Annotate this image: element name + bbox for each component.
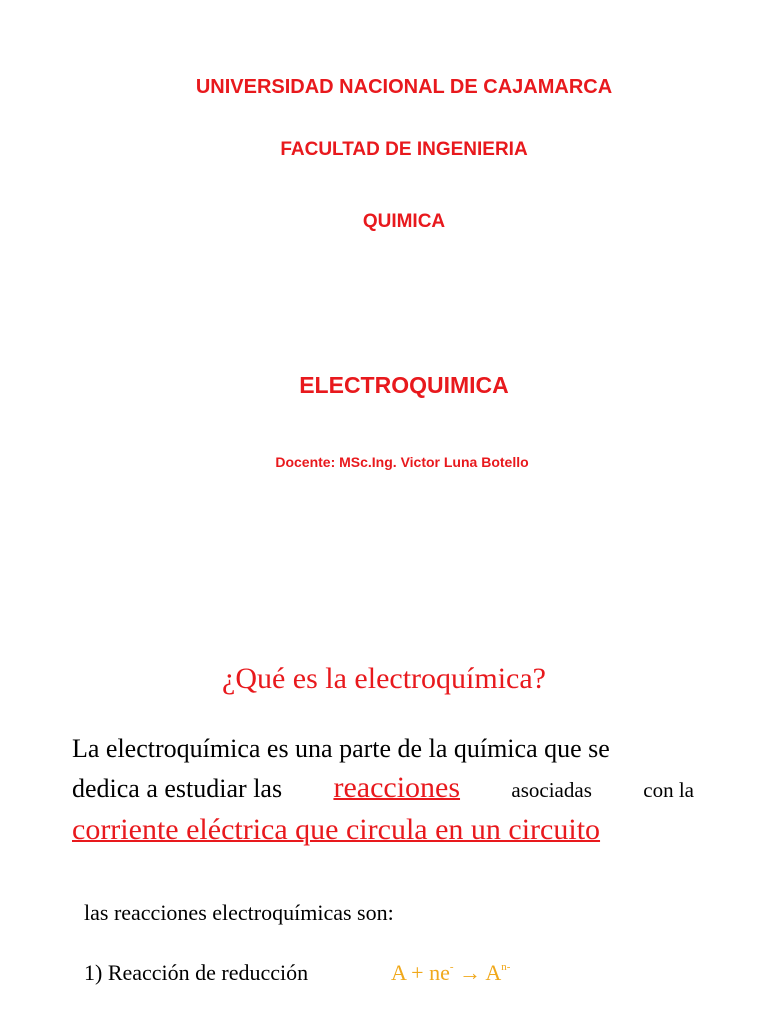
faculty-name: FACULTAD DE INGENIERIA bbox=[280, 139, 528, 160]
definition-line-2 bbox=[72, 768, 694, 810]
course-title: ELECTROQUIMICA bbox=[299, 372, 509, 398]
definition-line-2-end: con la bbox=[643, 778, 694, 802]
list-intro: las reacciones electroquímicas son: bbox=[84, 900, 394, 925]
equation-main: A + ne bbox=[391, 960, 450, 985]
list-item-reduction-equation bbox=[391, 960, 510, 986]
highlight-corriente-electrica: corriente eléctrica que circula en un circuito bbox=[72, 813, 601, 846]
highlight-reacciones: reacciones bbox=[333, 771, 461, 804]
teacher-credit: Docente: MSc.Ing. Victor Luna Botello bbox=[275, 454, 529, 470]
definition-line-2-asociadas: asociadas bbox=[511, 778, 592, 802]
definition-line-2-start: dedica a estudiar las bbox=[72, 774, 283, 803]
equation-superscript-charge: n- bbox=[501, 961, 511, 973]
program-name: QUIMICA bbox=[362, 211, 446, 232]
university-name: UNIVERSIDAD NACIONAL DE CAJAMARCA bbox=[195, 76, 613, 98]
section-question: ¿Qué es la electroquímica? bbox=[222, 662, 546, 695]
definition-line-1: La electroquímica es una parte de la química que se bbox=[72, 734, 610, 763]
equation-superscript-electron: - bbox=[449, 961, 454, 973]
list-item-reduction-label: 1) Reacción de reducción bbox=[84, 960, 309, 985]
equation-arrow: → A bbox=[453, 960, 502, 985]
